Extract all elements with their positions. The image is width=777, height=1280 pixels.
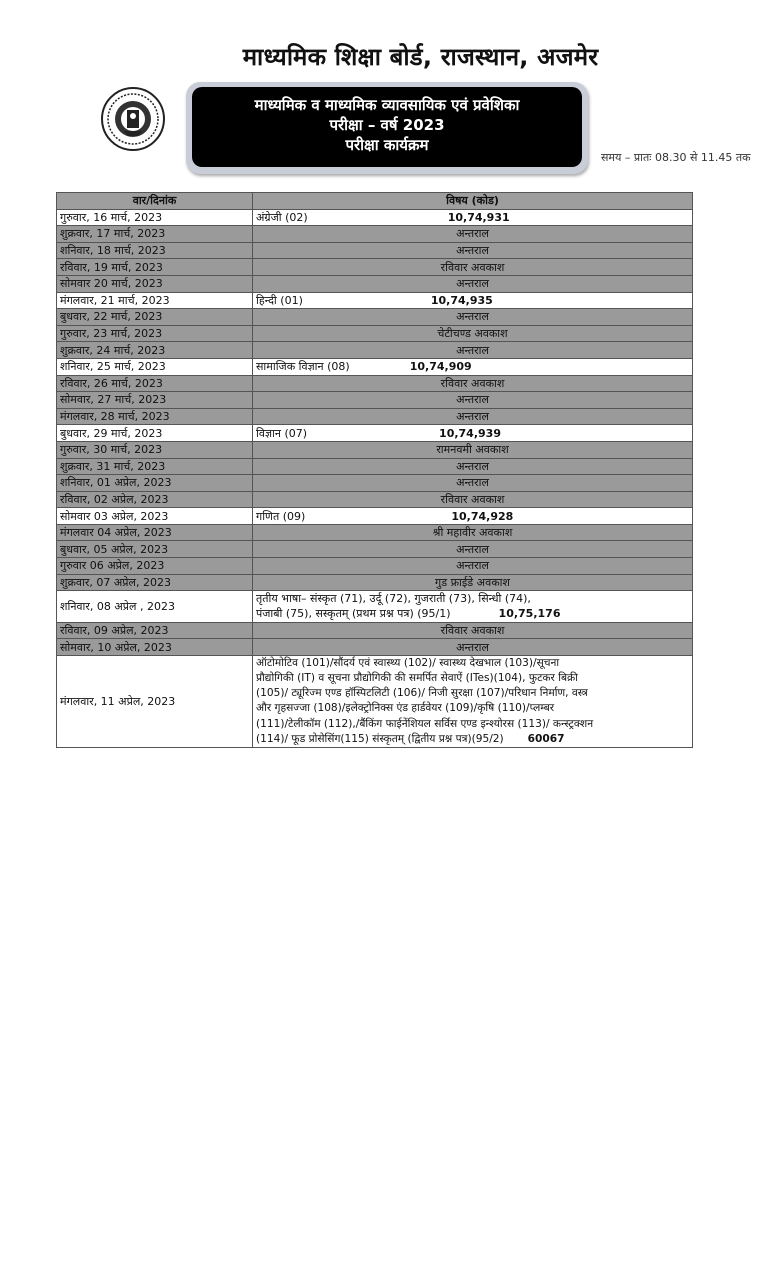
subject-cell: अन्तराल (253, 639, 693, 656)
subject-line: (114)/ फूड प्रोसेसिंग(115) संस्कृतम् (द्वितीय प्रश्न पत्र)(95/2) (256, 732, 504, 745)
subject-cell: अन्तराल (253, 392, 693, 409)
subject-text: विज्ञान (07) (256, 426, 308, 440)
date-cell: गुरुवार 06 अप्रेल, 2023 (57, 558, 253, 575)
subject-cell (253, 425, 693, 442)
date-cell: शनिवार, 01 अप्रेल, 2023 (57, 475, 253, 492)
date-cell: सोमवार 03 अप्रेल, 2023 (57, 508, 253, 525)
date-cell: सोमवार, 10 अप्रेल, 2023 (57, 639, 253, 656)
subject-cell: रविवार अवकाश (253, 622, 693, 639)
date-cell: गुरुवार, 30 मार्च, 2023 (57, 441, 253, 458)
date-cell: मंगलवार, 28 मार्च, 2023 (57, 408, 253, 425)
subject-line: पंजाबी (75), सस्कृतम् (प्रथम प्रश्न पत्र) (95/1) (256, 607, 451, 621)
table-row (57, 591, 693, 622)
subject-cell: अन्तराल (253, 408, 693, 425)
table-row (57, 524, 693, 541)
date-cell: मंगलवार, 11 अप्रेल, 2023 (57, 655, 253, 747)
date-cell: सोमवार 20 मार्च, 2023 (57, 275, 253, 292)
date-cell: शुक्रवार, 17 मार्च, 2023 (57, 226, 253, 243)
date-cell: शनिवार, 08 अप्रेल , 2023 (57, 591, 253, 622)
subject-cell (253, 655, 693, 747)
exam-schedule-table (56, 192, 693, 748)
student-count: 10,74,931 (447, 210, 510, 224)
table-row (57, 574, 693, 591)
table-row (57, 259, 693, 276)
subject-text: अंग्रेजी (02) (256, 210, 308, 224)
subject-cell: अन्तराल (253, 242, 693, 259)
table-row (57, 408, 693, 425)
subject-cell: अन्तराल (253, 475, 693, 492)
subject-cell: रविवार अवकाश (253, 375, 693, 392)
subject-cell: अन्तराल (253, 226, 693, 243)
banner-line-3: परीक्षा कार्यक्रम (345, 136, 429, 154)
subject-cell: अन्तराल (253, 558, 693, 575)
subject-cell (253, 508, 693, 525)
table-row (57, 209, 693, 226)
table-row (57, 342, 693, 359)
table-row (57, 292, 693, 309)
table-row (57, 242, 693, 259)
subject-line: प्रौद्योगिकी (IT) व सूचना प्रौद्योगिकी की समर्पित सेवाऐं (ITes)(104), फुटकर बिक्री (256, 672, 578, 685)
subject-cell: चेटीचण्ड अवकाश (253, 325, 693, 342)
date-cell: बुधवार, 05 अप्रेल, 2023 (57, 541, 253, 558)
table-row (57, 441, 693, 458)
table-row (57, 325, 693, 342)
table-row (57, 375, 693, 392)
student-count: 10,74,935 (430, 293, 493, 307)
date-cell: रविवार, 19 मार्च, 2023 (57, 259, 253, 276)
table-row (57, 226, 693, 243)
date-cell: शनिवार, 25 मार्च, 2023 (57, 358, 253, 375)
table-row (57, 458, 693, 475)
table-row (57, 275, 693, 292)
date-cell: बुधवार, 22 मार्च, 2023 (57, 309, 253, 326)
date-cell: मंगलवार 04 अप्रेल, 2023 (57, 524, 253, 541)
date-cell: बुधवार, 29 मार्च, 2023 (57, 425, 253, 442)
board-emblem-logo (100, 86, 166, 152)
table-row (57, 558, 693, 575)
date-cell: गुरुवार, 16 मार्च, 2023 (57, 209, 253, 226)
subject-cell: श्री महावीर अवकाश (253, 524, 693, 541)
table-row (57, 541, 693, 558)
subject-cell (253, 358, 693, 375)
column-header-subject: विषय (कोड) (253, 193, 693, 210)
date-cell: सोमवार, 27 मार्च, 2023 (57, 392, 253, 409)
subject-cell: गुड फ्राईडे अवकाश (253, 574, 693, 591)
date-cell: गुरुवार, 23 मार्च, 2023 (57, 325, 253, 342)
table-row (57, 425, 693, 442)
date-cell: शुक्रवार, 24 मार्च, 2023 (57, 342, 253, 359)
table-row (57, 655, 693, 747)
subject-cell: अन्तराल (253, 458, 693, 475)
subject-line: ऑटोमोटिव (101)/सौंदर्य एवं स्वास्थ्य (102)/ स्वास्थ्य देखभाल (103)/सूचना (256, 656, 560, 669)
subject-text: हिन्दी (01) (256, 293, 303, 307)
date-cell: मंगलवार, 21 मार्च, 2023 (57, 292, 253, 309)
table-row (57, 508, 693, 525)
subject-cell: अन्तराल (253, 309, 693, 326)
table-row (57, 358, 693, 375)
date-cell: रविवार, 02 अप्रेल, 2023 (57, 491, 253, 508)
exam-banner (186, 82, 588, 174)
subject-cell (253, 292, 693, 309)
date-cell: रविवार, 09 अप्रेल, 2023 (57, 622, 253, 639)
table-row (57, 491, 693, 508)
table-row (57, 475, 693, 492)
subject-text: सामाजिक विज्ञान (08) (256, 360, 350, 374)
subject-cell: रामनवमी अवकाश (253, 441, 693, 458)
table-row (57, 639, 693, 656)
student-count: 10,74,909 (409, 360, 472, 374)
table-row (57, 309, 693, 326)
table-row (57, 392, 693, 409)
subject-cell: रविवार अवकाश (253, 259, 693, 276)
subject-cell: रविवार अवकाश (253, 491, 693, 508)
student-count: 10,74,928 (451, 509, 514, 523)
student-count: 10,75,176 (498, 607, 561, 621)
date-cell: रविवार, 26 मार्च, 2023 (57, 375, 253, 392)
date-cell: शनिवार, 18 मार्च, 2023 (57, 242, 253, 259)
subject-cell: अन्तराल (253, 275, 693, 292)
subject-cell: अन्तराल (253, 541, 693, 558)
board-title: माध्यमिक शिक्षा बोर्ड, राजस्थान, अजमेर (242, 43, 599, 71)
subject-line: (111)/टेलीकॉम (112),/बैंकिंग फाईनेंशियल सर्विस एण्ड इन्श्योरस (113)/ कन्स्ट्रक्शन (256, 717, 594, 730)
student-count: 10,74,939 (439, 426, 501, 440)
date-cell: शुक्रवार, 31 मार्च, 2023 (57, 458, 253, 475)
subject-cell (253, 591, 693, 622)
subject-cell: अन्तराल (253, 342, 693, 359)
exam-timing: समय – प्रातः 08.30 से 11.45 तक (601, 151, 751, 164)
table-row (57, 622, 693, 639)
banner-line-1: माध्यमिक व माध्यमिक व्यावसायिक एवं प्रवेशिका (254, 96, 520, 114)
table-header-row (57, 193, 693, 210)
subject-cell (253, 209, 693, 226)
column-header-date: वार/दिनांक (57, 193, 253, 210)
subject-line: तृतीय भाषा– संस्कृत (71), उर्दू (72), गुजराती (73), सिन्धी (74), (256, 592, 531, 606)
date-cell: शुक्रवार, 07 अप्रेल, 2023 (57, 574, 253, 591)
subject-line: और गृहसज्जा (108)/इलेक्ट्रोनिक्स एंड हार्डवेयर (109)/कृषि (110)/प्लम्बर (256, 702, 555, 715)
subject-text: गणित (09) (256, 509, 306, 523)
student-count: 60067 (527, 732, 565, 745)
banner-line-2: परीक्षा – वर्ष 2023 (329, 116, 445, 134)
subject-line: (105)/ ट्यूरिज्म एण्ड हॉस्पिटलिटी (106)/ निजी सुरक्षा (107)/परिधान निर्माण, वस्त्र (256, 687, 588, 700)
